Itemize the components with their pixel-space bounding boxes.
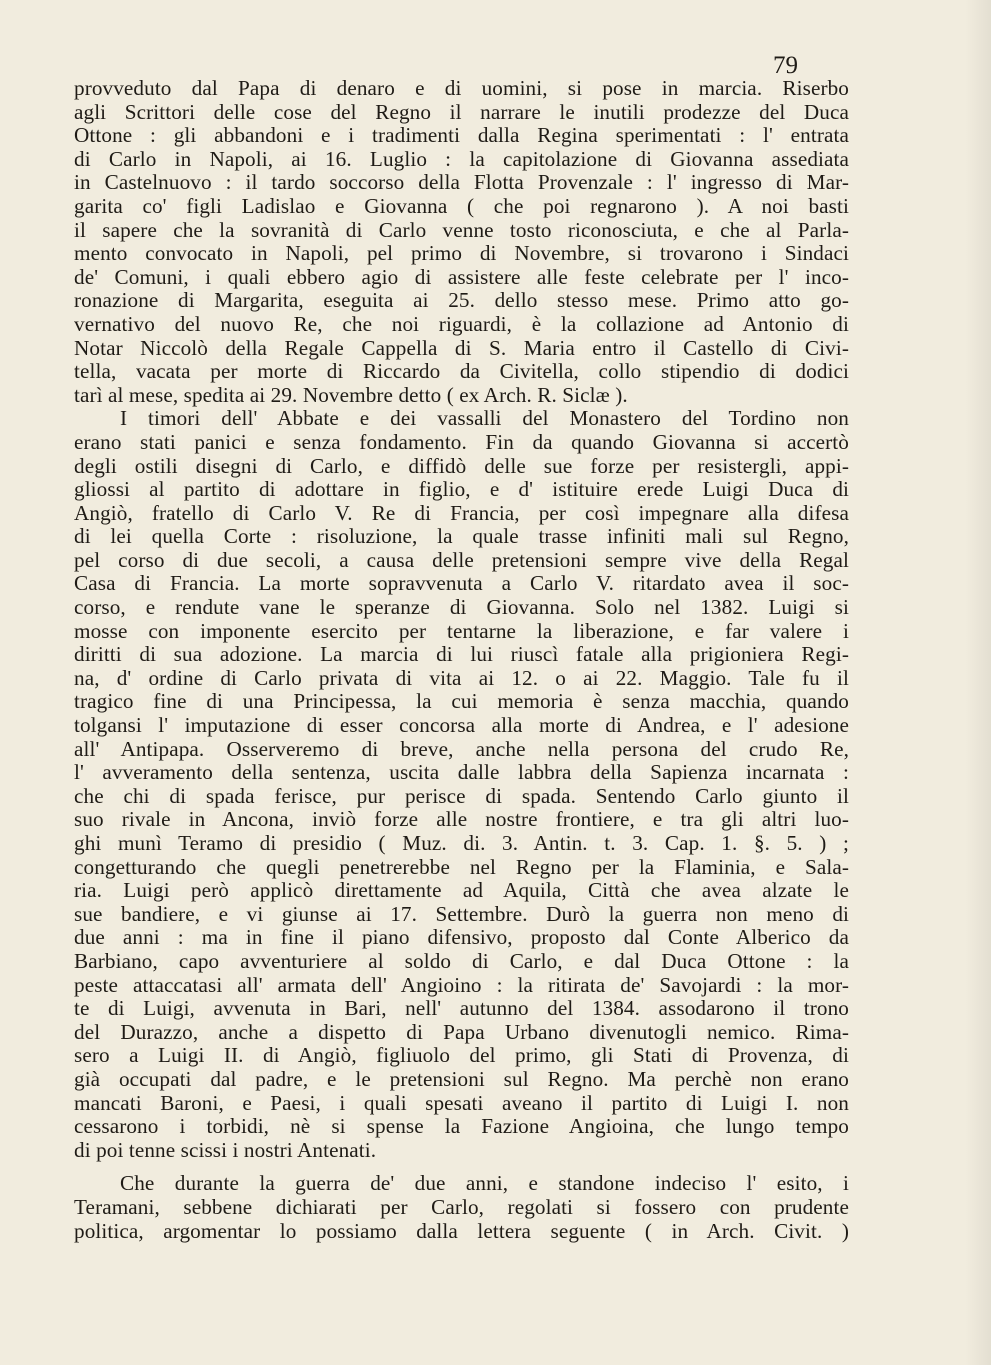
text-line: erano stati panici e senza fondamento. Fin da quando Giovanna si accertò <box>74 429 849 454</box>
text-line: agli Scrittori delle cose del Regno il narrare le inutili prodezze del Duca <box>74 99 849 124</box>
text-line: che chi di spada ferisce, pur perisce di spada. Sentendo Carlo giunto il <box>74 783 849 808</box>
text-line: tragico fine di una Principessa, la cui memoria è senza macchia, quando <box>74 689 849 714</box>
page-number: 79 <box>773 52 798 79</box>
text-line: vernativo del nuovo Re, che noi riguardi, è la collazione ad Antonio di <box>74 311 849 336</box>
text-line: di poi tenne scissi i nostri Antenati. <box>74 1137 377 1162</box>
text-line: provveduto dal Papa di denaro e di uomini, si pose in marcia. Riserbo <box>74 76 849 100</box>
text-line: sue bandiere, e vi giunse ai 17. Settembre. Durò la guerra non meno di <box>74 901 849 926</box>
text-line: all' Antipapa. Osserveremo di breve, anche nella persona del crudo Re, <box>74 736 849 761</box>
text-line: Notar Niccolò della Regale Cappella di S. Maria entro il Castello di Civi- <box>74 335 849 360</box>
text-line: due anni : ma in fine il piano difensivo, proposto dal Conte Alberico da <box>74 925 849 950</box>
text-line: sero a Luigi II. di Angiò, figliuolo del primo, gli Stati di Provenza, di <box>74 1043 849 1068</box>
text-line: ria. Luigi però applicò direttamente ad Aquila, Città che avea alzate le <box>74 878 849 903</box>
text-line: degli ostili disegni di Carlo, e diffidò delle sue forze per resistergli, appi- <box>74 453 849 478</box>
text-line: de' Comuni, i quali ebbero agio di assistere alle feste celebrate per l' inco- <box>74 264 849 289</box>
text-line: l' avveramento della sentenza, uscita dalle labbra della Sapienza incarnata : <box>74 760 849 785</box>
text-line: suo rivale in Ancona, inviò forze alle nostre frontiere, e tra gli altri luo- <box>74 807 849 832</box>
text-line: ronazione di Margarita, eseguita ai 25. dello stesso mese. Primo atto go- <box>74 288 849 313</box>
text-line: pel corso di due secoli, a causa delle pretensioni sempre vive della Regal <box>74 547 849 572</box>
text-line: mancati Baroni, e Paesi, i quali spesati aveano il partito di Luigi I. non <box>74 1090 849 1115</box>
text-line: in Castelnuovo : il tardo soccorso della Flotta Provenzale : l' ingresso di Mar- <box>74 170 849 195</box>
text-line: na, d' ordine di Carlo privata di vita ai 12. o ai 22. Maggio. Tale fu il <box>74 665 849 690</box>
text-line: Teramani, sebbene dichiarati per Carlo, regolati si fossero con prudente <box>74 1194 849 1219</box>
text-line: già occupati dal padre, e le pretensioni sul Regno. Ma perchè non erano <box>74 1066 849 1091</box>
text-line: del Durazzo, anche a dispetto di Papa Urbano divenutogli nemico. Rima- <box>74 1019 849 1044</box>
text-line: diritti di sua adozione. La marcia di lui riuscì fatale alla prigioniera Regi- <box>74 642 849 667</box>
page-body-text <box>74 77 849 1243</box>
text-line: cessarono i torbidi, nè si spense la Fazione Angioina, che lungo tempo <box>74 1114 849 1139</box>
text-line: ghi munì Teramo di presidio ( Muz. di. 3. Antin. t. 3. Cap. 1. §. 5. ) ; <box>74 831 849 855</box>
text-line: di Carlo in Napoli, ai 16. Luglio : la capitolazione di Giovanna assediata <box>74 146 849 171</box>
text-line: di lei quella Corte : risoluzione, la quale trasse infiniti mali sul Regno, <box>74 524 849 549</box>
text-line: Ottone : gli abbandoni e i tradimenti dalla Regina sperimentati : l' entrata <box>74 123 849 148</box>
text-line: tolgansi l' imputazione di esser concorsa alla morte di Andrea, e l' adesione <box>74 713 849 738</box>
text-line: tarì al mese, spedita ai 29. Novembre detto ( ex Arch. R. Siclæ ). <box>74 382 628 407</box>
text-line: I timori dell' Abbate e dei vassalli del Monastero del Tordino non <box>120 406 849 431</box>
text-line: congetturando che quegli penetrerebbe nel Regno per la Flaminia, e Sala- <box>74 854 849 879</box>
text-line: garita co' figli Ladislao e Giovanna ( che poi regnarono ). A noi basti <box>74 193 849 218</box>
text-line: Barbiano, capo avventuriere al soldo di Carlo, e dal Duca Ottone : la <box>74 948 849 973</box>
text-line: il sapere che la sovranità di Carlo venne tosto riconosciuta, e che al Parla- <box>74 217 849 242</box>
text-line: gliossi al partito di adottare in figlio, e d' istituire erede Luigi Duca di <box>74 477 849 502</box>
text-line: Che durante la guerra de' due anni, e standone indeciso l' esito, i <box>120 1171 849 1196</box>
page-edge-shadow <box>965 0 991 1365</box>
text-line: te di Luigi, avvenuta in Bari, nell' autunno del 1384. assodarono il trono <box>74 996 849 1021</box>
text-line: tella, vacata per morte di Riccardo da Civitella, collo stipendio di dodici <box>74 359 849 384</box>
text-line: peste attaccatasi all' armata dell' Angioino : la ritirata de' Savojardi : la mor- <box>74 972 849 997</box>
text-line: politica, argomentar lo possiamo dalla lettera seguente ( in Arch. Civit. ) <box>74 1218 849 1243</box>
text-line: Casa di Francia. La morte sopravvenuta a Carlo V. ritardato avea il soc- <box>74 571 849 596</box>
text-line: corso, e rendute vane le speranze di Giovanna. Solo nel 1382. Luigi si <box>74 595 849 620</box>
text-line: Angiò, fratello di Carlo V. Re di Francia, per così impegnare alla difesa <box>74 500 849 525</box>
text-line: mento convocato in Napoli, pel primo di Novembre, si trovarono i Sindaci <box>74 241 849 266</box>
text-line: mosse con imponente esercito per tentarne la liberazione, e far valere i <box>74 618 849 643</box>
